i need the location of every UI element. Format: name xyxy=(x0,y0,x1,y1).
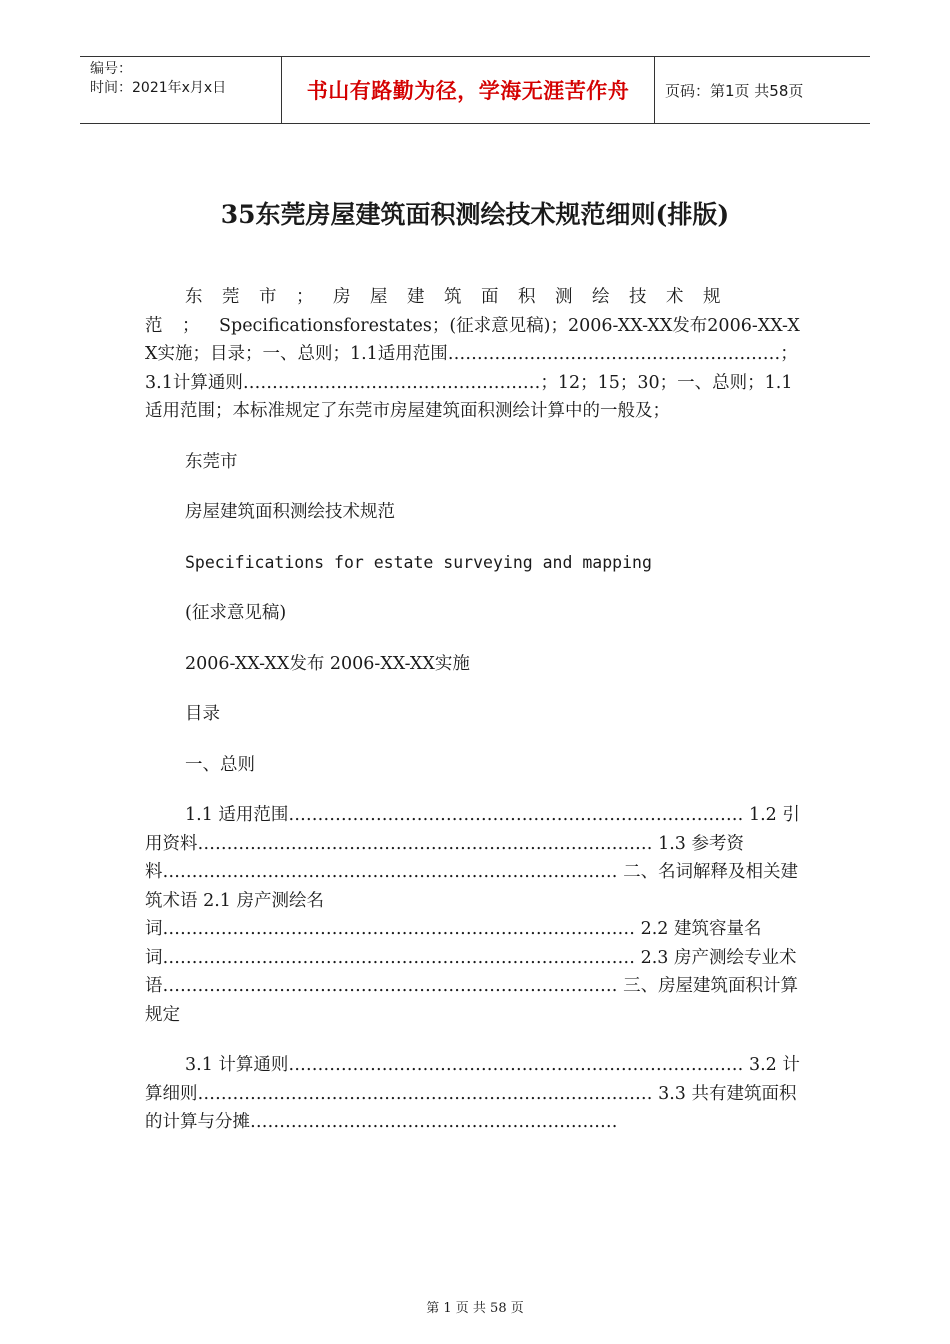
page-footer: 第 1 页 共 58 页 xyxy=(426,1301,524,1316)
document-title: 35东莞房屋建筑面积测绘技术规范细则(排版) xyxy=(220,200,730,229)
line-city: 东莞市 xyxy=(185,451,238,472)
summary-line1: 东莞市；房屋建筑面积测绘技术规范； xyxy=(145,287,740,336)
header-page-info: 页码：第1页 共58页 xyxy=(665,81,804,100)
page-header xyxy=(80,56,870,124)
line-draft: (征求意见稿) xyxy=(185,603,287,623)
document-body xyxy=(145,283,805,1137)
document-number-label: 编号： xyxy=(90,61,132,77)
document-time: 时间：2021年x月x日 xyxy=(90,80,227,96)
toc-block-1: 1.1 适用范围…………………………………………………………………… 1.2 引用资料…………………………………………………………………… 1.3 参考资料…………………………………………………………………… 二、名词解释及相关建筑术语 2.1 房产测绘名词……………………………………………………………………… 2.2 建筑容量名词……………………………………………………………………… 2.3 房产测绘专业术语…………………………………………………………………… 三、房屋建筑面积计算规定 xyxy=(145,805,800,1025)
line-chapter-1: 一、总则 xyxy=(185,754,255,775)
header-motto: 书山有路勤为径，学海无涯苦作舟 xyxy=(281,57,655,123)
line-spec-en: Specifications for estate surveying and mapping xyxy=(185,552,652,572)
toc-block-2: 3.1 计算通则…………………………………………………………………… 3.2 计算细则…………………………………………………………………… 3.3 共有建筑面积的计算与分摊……………………………………………………… xyxy=(145,1055,800,1132)
line-spec-cn: 房屋建筑面积测绘技术规范 xyxy=(185,502,395,522)
line-toc: 目录 xyxy=(185,704,220,724)
summary-paragraph xyxy=(145,283,805,426)
line-dates: 2006-XX-XX发布 2006-XX-XX实施 xyxy=(185,653,470,674)
summary-rest: Specificationsforestates；(征求意见稿)；2006-XX-XX发布2006-XX-XX实施；目录；一、总则；1.1适用范围…………………………………………………；3.1计算通则……………………………………………；12；15；30；一、总则；1.1适用范围；本标准规定了东莞市房屋建筑面积测绘计算中的一般及； xyxy=(145,315,800,421)
header-meta xyxy=(80,57,281,123)
